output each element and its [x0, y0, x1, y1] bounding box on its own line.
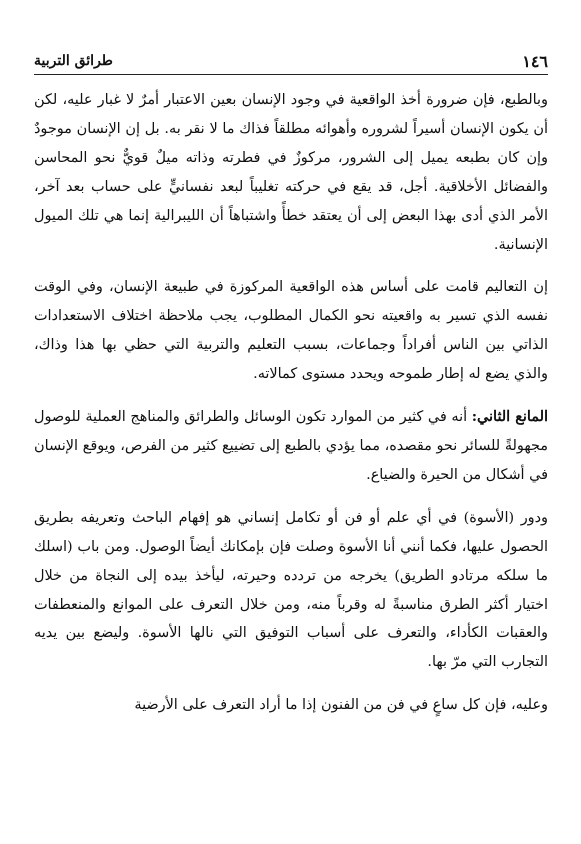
body-text	[34, 86, 548, 720]
paragraph-5-text: وعليه، فإن كل ساعٍ في فن من الفنون إذا ما أراد التعرف على الأرضية	[134, 697, 548, 714]
paragraph-1-text: وبالطبع، فإن ضرورة أخذ الواقعية في وجود الإنسان بعين الاعتبار أمرٌ لا غبار عليه، لكن أن يكون الإنسان أسيراً لشروره وأهوائه مطلقاً فذاك ما لا نقر به. بل إن الإنسان موجودٌ وإن كان بطبعه يميل إلى الشرور، مركوزٌ في فطرته وذاته ميلٌ قويٌّ نحو المحاسن والفضائل الأخلاقية. أجل، قد يقع في حركته تغليباً لبعد نفسانيٍّ على حساب بعد آخر، الأمر الذي أدى بهذا البعض إلى أن يعتقد خطأً واشتباهاً أن الليبرالية إنما هي تلك الميول الإنسانية.	[34, 92, 548, 253]
paragraph-2-text: إن التعاليم قامت على أساس هذه الواقعية المركوزة في طبيعة الإنسان، وفي الوقت نفسه الذي تسير به واقعيته نحو الكمال المطلوب، يجب ملاحظة اختلاف الاستعدادات الذاتي بين الناس أفراداً وجماعات، بسبب التعليم والتربية التي حظي بها هذا وذاك، والذي يضع له إطار طموحه ويحدد مستوى كمالاته.	[34, 279, 548, 383]
running-header	[34, 42, 548, 75]
paragraph-3-lead: المانع الثاني:	[471, 408, 548, 426]
paragraph-3	[34, 403, 548, 490]
paragraph-3-text: أنه في كثير من الموارد تكون الوسائل والطرائق والمناهج العملية للوصول مجهولةً للسائر نحو مقصده، مما يؤدي بالطبع إلى تضييع كثير من الفرص، ويوقع الإنسان في أشكال من الحيرة والضياع.	[34, 409, 548, 483]
paragraph-1	[34, 86, 548, 259]
running-title: طرائق التربية	[34, 53, 113, 69]
page-number: ١٤٦	[522, 52, 548, 71]
paragraph-5	[34, 691, 548, 720]
paragraph-2	[34, 273, 548, 389]
paragraph-4	[34, 504, 548, 677]
paragraph-4-text: ودور (الأسوة) في أي علم أو فن أو تكامل إنساني هو إفهام الباحث وتعريفه بطريق الحصول عليها، فكما أنني أنا الأسوة وصلت فإن بإمكانك أيضاً الوصول. ومن باب (اسلك ما سلكه مرتادو الطريق) يخرجه من تردده وحيرته، ليأخذ بيده إلى النجاة من خلال اختيار أكثر الطرق مناسبةً له وقرباً منه، ومن خلال التعرف على الموانع والمنعطفات والعقبات الكأداء، والتعرف على أسباب التوفيق التي نالها الأسوة. وليضع بين يديه التجارب التي مرّ بها.	[34, 509, 548, 671]
